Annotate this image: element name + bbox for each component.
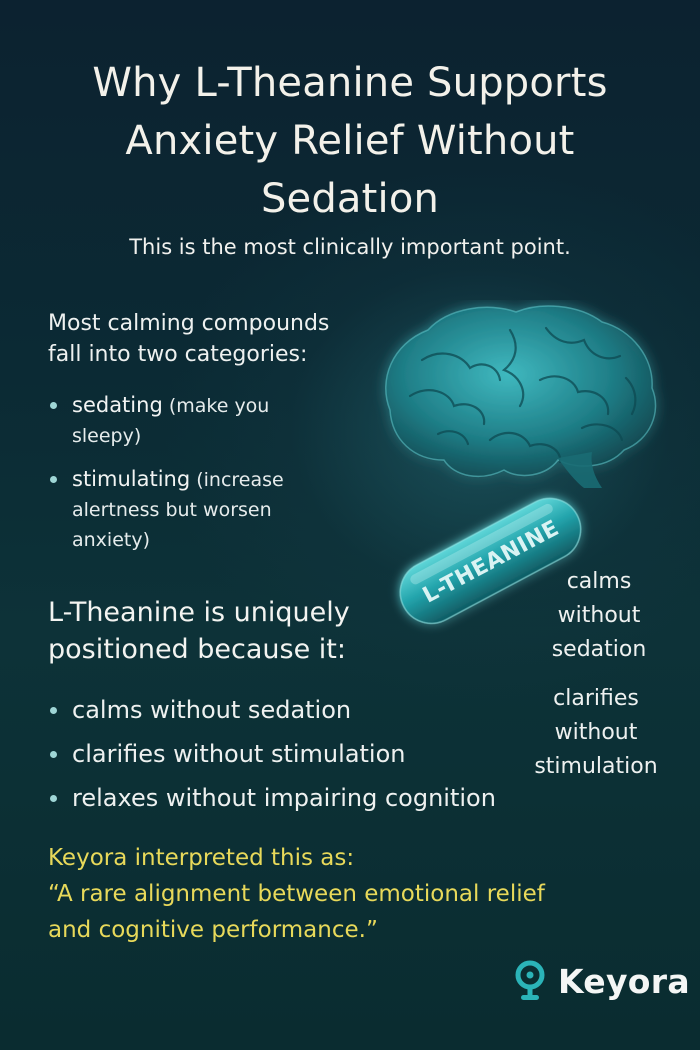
category-term: sedating bbox=[72, 393, 163, 417]
unique-line-2: positioned because it: bbox=[48, 634, 346, 665]
page-title bbox=[0, 54, 700, 228]
keyora-note bbox=[48, 840, 545, 948]
title-line-1: Why L-Theanine Supports bbox=[92, 60, 608, 106]
side-note-clarifies: clarifies without stimulation bbox=[534, 686, 658, 779]
bullet-dot bbox=[50, 707, 57, 714]
list-item: calms without sedation bbox=[48, 688, 496, 732]
title-line-2: Anxiety Relief Without bbox=[125, 118, 575, 164]
category-item-stimulating bbox=[48, 464, 284, 555]
category-detail: sleepy) bbox=[72, 425, 142, 447]
bullet-dot bbox=[50, 795, 57, 802]
intro-text bbox=[48, 308, 329, 370]
category-detail: anxiety) bbox=[72, 529, 151, 551]
intro-line-1: Most calming compounds bbox=[48, 311, 330, 336]
keyora-logo-icon bbox=[512, 959, 548, 1003]
side-note-calms: calms without sedation bbox=[551, 569, 647, 662]
category-item-sedating bbox=[48, 390, 269, 451]
subtitle: This is the most clinically important point. bbox=[129, 235, 571, 259]
list-item: relaxes without impairing cognition bbox=[48, 776, 496, 820]
bullet-dot bbox=[50, 476, 57, 483]
intro-line-2: fall into two categories: bbox=[48, 342, 308, 367]
brand-logo bbox=[512, 955, 690, 1007]
category-term: stimulating bbox=[72, 467, 191, 491]
keyora-quote-line-2: and cognitive performance.” bbox=[48, 917, 378, 943]
category-detail: (make you bbox=[162, 395, 270, 417]
category-detail: (increase bbox=[190, 469, 284, 491]
keyora-quote-line-1: “A rare alignment between emotional relief bbox=[48, 881, 545, 907]
list-item: clarifies without stimulation bbox=[48, 732, 496, 776]
brain-illustration bbox=[370, 300, 670, 490]
bullet-dot bbox=[50, 751, 57, 758]
bullet-dot bbox=[50, 402, 57, 409]
title-line-3: Sedation bbox=[260, 176, 440, 222]
benefit-list bbox=[48, 688, 496, 820]
keyora-note-line-1: Keyora interpreted this as: bbox=[48, 845, 355, 871]
category-detail: alertness but worsen bbox=[72, 499, 272, 521]
unique-heading bbox=[48, 594, 350, 668]
unique-line-1: L-Theanine is uniquely bbox=[48, 597, 350, 628]
brand-name: Keyora bbox=[558, 961, 690, 1001]
capsule-label: L-THEANINE bbox=[418, 515, 564, 609]
